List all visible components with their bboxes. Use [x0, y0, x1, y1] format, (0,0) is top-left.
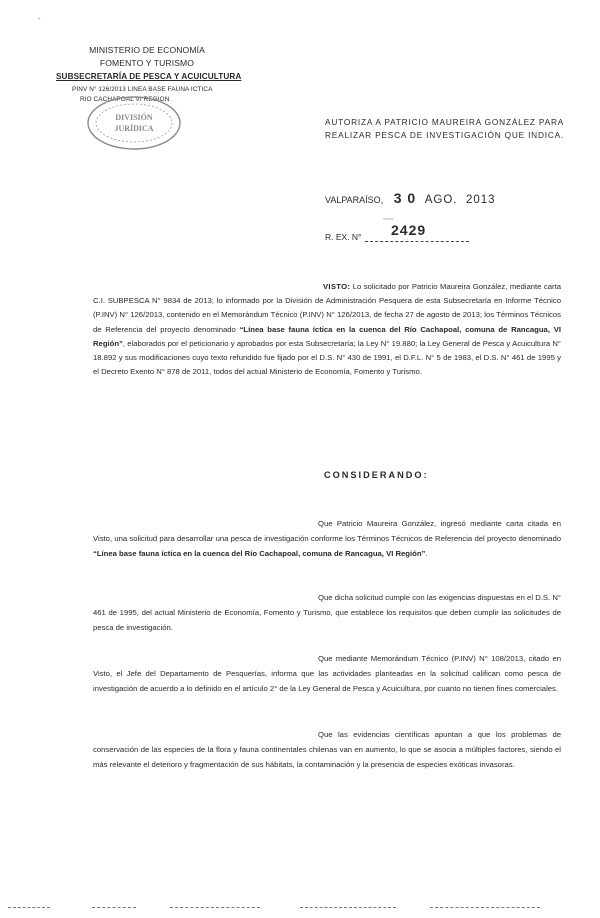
considerando-p1-text: Que Patricio Maureira González, ingresó mediante carta citada en Visto, una solicitud para desarrollar una pesca de investigación conforme los Términos Técnicos de Referencia del proyecto denominado [93, 519, 561, 543]
scan-artifact-line [300, 907, 396, 908]
scan-artifact-line [430, 907, 540, 908]
date-day: 3 0 [393, 190, 417, 206]
ministry-name-line1: MINISTERIO DE ECONOMÍA [89, 45, 205, 55]
considerando-p1-project-name: “Línea base fauna íctica en la cuenca del Río Cachapoal, comuna de Rancagua, VI Región” [93, 549, 426, 558]
considerando-p3-text: Que mediante Memorándum Técnico (P.INV) N° 108/2013, citado en Visto, el Jefe del Departamento de Pesquerías, informa que las actividades planteadas en la solicitud califican como pesca de investigación de acuerdo a lo definido en el artículo 2° de la Ley General de Pesca y Acuicultura, por cuanto no tienen fines comerciales. [93, 654, 561, 693]
considerando-paragraph-3 [93, 651, 561, 696]
visto-text-2: , elaborados por el peticionario y aprobados por esta Subsecretaría; la Ley N° 19.880; la Ley General de Pesca y Acuicultura N° 18.892 y sus modificaciones cuyo texto refundido fue fijado por el D.S. N° 430 de 1991, el D.F.L. N° 5 de 1983, el D.S. N° 461 de 1995 y el Decreto Exento N° 878 de 2011, todos del actual Ministerio de Economía, Fomento y Turismo. [93, 338, 561, 377]
scan-artifact-line [170, 907, 260, 908]
ministry-name-line2: FOMENTO Y TURISMO [99, 58, 195, 68]
considerando-p1-end: . [425, 549, 428, 558]
considerando-paragraph-4 [93, 727, 561, 772]
date-place: VALPARAÍSO, [325, 195, 384, 205]
resolution-number-label: R. EX. N° [325, 232, 362, 242]
considerando-paragraph-2 [93, 590, 561, 635]
scan-artifact-line [8, 907, 50, 908]
resolution-subject: AUTORIZA A PATRICIO MAUREIRA GONZÁLEZ PARA REALIZAR PESCA DE INVESTIGACIÓN QUE INDICA. [325, 117, 565, 140]
visto-label: VISTO: [323, 282, 351, 291]
subsecretaria-name: SUBSECRETARÍA DE PESCA Y ACUICULTURA [56, 72, 242, 81]
date-year: 2013 [465, 194, 496, 206]
reference-line1: PINV N° 126/2013 LINEA BASE FAUNA ICTICA [72, 86, 213, 93]
considerando-paragraph-1 [93, 516, 561, 561]
scan-artifact-line [92, 907, 136, 908]
resolution-date [325, 190, 496, 206]
considerando-p4-text: Que las evidencias científicas apuntan a que los problemas de conservación de las especies de la flora y fauna continentales chilenas van en aumento, lo que se asocia a múltiples factores, siendo el más relevante el deterioro y fragmentación de sus hábitats, la contaminación y la presencia de especies exóticas invasoras. [93, 730, 561, 769]
visto-text-1: Lo solicitado por Patricio Maureira González, mediante carta C.I. SUBPESCA N° 9834 de 2013; lo informado por la División de Administración Pesquera de esta Subsecretaría en Informe Técnico (P.INV) N° 126/2013, contenido en el Memorándum Técnico (P.INV) N° 126/2013, de fecha 27 de agosto de 2013; los Términos Técnicos de Referencia del proyecto denominado [93, 282, 561, 334]
considerando-heading: CONSIDERANDO: [324, 470, 429, 480]
visto-project-name: “Línea base fauna íctica en la cuenca del Río Cachapoal, comuna de Rancagua, VI Región” [93, 324, 561, 348]
resolution-number: 2429 [391, 222, 427, 238]
seal-text-line1: DIVISIÓN [115, 113, 153, 122]
resolution-number-row [325, 222, 469, 242]
resolution-number-line [365, 241, 469, 242]
visto-paragraph [93, 280, 561, 379]
date-month: AGO. [424, 194, 458, 206]
considerando-p2-text: Que dicha solicitud cumple con las exigencias dispuestas en el D.S. N° 461 de 1995, del actual Ministerio de Economía, Fomento y Turismo, que establece los requisitos que deben cumplir las solicitudes de pesca de investigación. [93, 593, 561, 632]
reference-line2: RIO CACHAPOAL VI REGION [80, 96, 170, 103]
division-juridica-seal [82, 94, 186, 152]
margin-mark: - [38, 14, 41, 23]
handwritten-mark: ~~~ [383, 217, 394, 223]
seal-text-line2: JURÍDICA [114, 124, 154, 133]
